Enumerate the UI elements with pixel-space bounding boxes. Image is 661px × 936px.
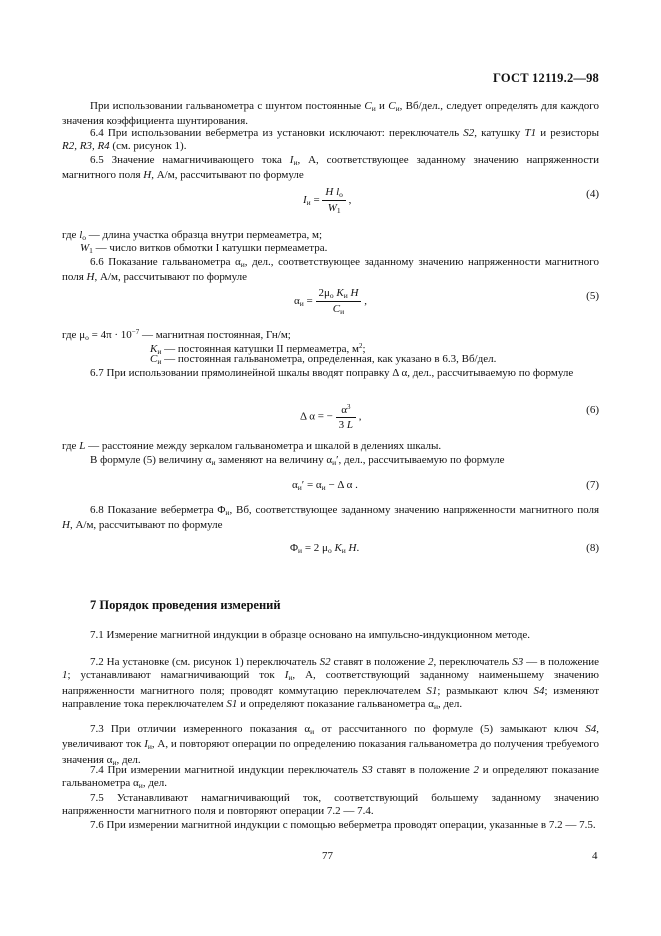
paragraph-6-8: 6.8 Показание веберметра $\Phi_и$, Вб, соответствующее заданному значению напряженности магнитного поля H, А/м, рассчитывают по формуле	[62, 504, 600, 532]
page-number-center: 77	[322, 850, 333, 862]
where-4-line2: $W_1$ — число витков обмотки I катушки пермеаметра.	[80, 242, 328, 255]
paragraph-7-1: 7.1 Измерение магнитной индукции в образце основано на импульсно-индукционном методе.	[90, 629, 531, 641]
formula-8: $\Phi_и = 2$ $\mu_о$ $K_и$ H.	[290, 542, 360, 555]
section-7-title: 7 Порядок проведения измерений	[90, 598, 281, 612]
equation-number-7: (7)	[586, 479, 599, 491]
where-5-line3: $C_и$ — постоянная гальванометра, определенная, как указано в 6.3, Вб/дел.	[150, 353, 497, 366]
paragraph-6-7: 6.7 При использовании прямолинейной шкалы вводят поправку Δ α, дел., рассчитываемую по формуле	[90, 367, 574, 379]
paragraph-7-2: 7.2 На установке (см. рисунок 1) переключатель S2 ставят в положение 2, переключатель S3 — в положение 1; устанавливают намагничивающий ток $I_и$, А, соответствующий заданному наименьшему значению напряженности магнитного поля; проводят коммутацию переключателем S1; размыкают ключ S4; изменяют направление тока переключателем S1 и определяют показание гальванометра $\alpha_и$, дел.	[62, 656, 600, 711]
equation-number-5: (5)	[586, 290, 599, 302]
paragraph-7-4: 7.4 При измерении магнитной индукции переключатель S3 ставят в положение 2 и определяют показание гальванометра $\alpha_и$, дел.	[62, 764, 600, 791]
formula-7: $\alpha_и' = \alpha_и - \Delta$ α .	[292, 479, 358, 492]
where-5-line2: $K_и$ — постоянная катушки II пермеаметра, $м^2$;	[150, 342, 366, 356]
paragraph-7-6: 7.6 При измерении магнитной индукции с помощью веберметра проводят операции, указанные в 7.2 — 7.5.	[90, 819, 596, 831]
paragraph-7-3: 7.3 При отличии измеренного показания $\alpha_и$ от рассчитанного по формуле (5) замыкают ключ S4, увеличивают ток $I_и$, А, и повторяют операции по определению показания гальванометра до получения требуемого значения $\alpha_и$, дел.	[62, 723, 600, 767]
formula-4: $I_и$ = $\frac{H l_о}{W_1}$ ,	[303, 186, 352, 215]
formula-5: $\alpha_и$ = $\frac{2\mu_о K_и H}{C_и}$ ,	[294, 287, 367, 316]
doc-header: ГОСТ 12119.2—98	[493, 71, 599, 85]
paragraph-6-4: 6.4 При использовании веберметра из установки исключают: переключатель S2, катушку T1 и резисторы R2, R3, R4 (см. рисунок 1).	[62, 127, 599, 153]
where-5-line1: где $\mu_о = 4\pi \cdot 10^{-7}$ — магнитная постоянная, Гн/м;	[62, 328, 291, 342]
paragraph-7-5: 7.5 Устанавливают намагничивающий ток, соответствующий большему заданному значению напряженности магнитного поля и повторяют операции 7.2 — 7.4.	[62, 792, 599, 818]
page-number-right: 4	[592, 850, 598, 862]
paragraph-shunt: При использовании гальванометра с шунтом постоянные $C_и$ и $C_и$, Вб/дел., следует определять для каждого значения коэффициента шунтирования.	[62, 100, 600, 128]
where-4-line1: где $l_о$ — длина участка образца внутри пермеаметра, м;	[62, 229, 323, 242]
equation-number-8: (8)	[586, 542, 599, 554]
paragraph-6-5: 6.5 Значение намагничивающего тока $I_и$, А, соответствующее заданному значению напряженности магнитного поля H, А/м, рассчитывают по формуле	[62, 154, 599, 182]
paragraph-6-6: 6.6 Показание гальванометра $\alpha_и$, дел., соответствующее заданному значению напряженности магнитного поля H, А/м, рассчитывают по формуле	[62, 256, 599, 284]
equation-number-6: (6)	[586, 404, 599, 416]
equation-number-4: (4)	[586, 188, 599, 200]
paragraph-alpha-correction: В формуле (5) величину $\alpha_и$ заменяют на величину $\alpha_и'$, дел., рассчитываемую по формуле	[90, 454, 505, 467]
formula-6: Δ α = − $\frac{\alpha^3}{3 L}$ ,	[300, 403, 362, 431]
where-6: где L — расстояние между зеркалом гальванометра и шкалой в делениях шкалы.	[62, 440, 442, 452]
